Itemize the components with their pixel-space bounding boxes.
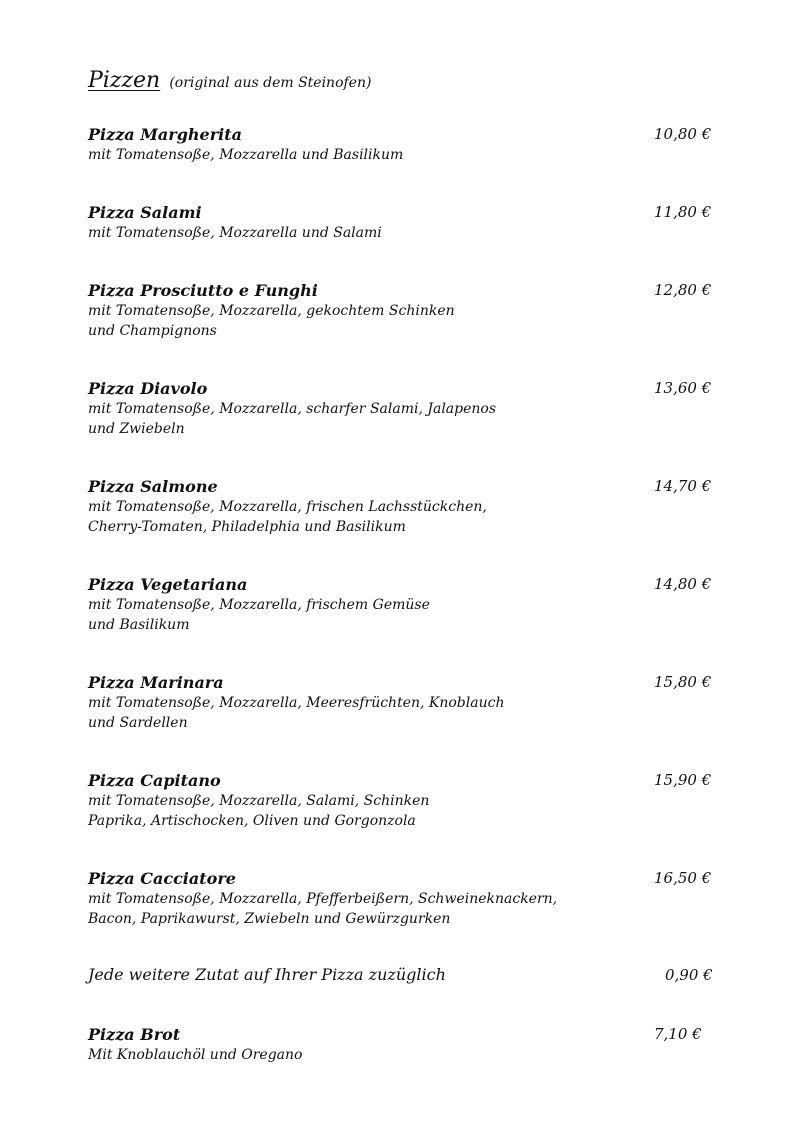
item-price: 10,80 € [654, 125, 712, 143]
item-description-line: mit Tomatensoße, Mozzarella, scharfer Salami, Jalapenos [88, 401, 497, 417]
extra-topping-price: 0,90 € [665, 966, 713, 984]
item-description-line: mit Tomatensoße, Mozzarella und Salami [88, 225, 382, 241]
item-name: Pizza Salmone [88, 477, 218, 496]
item-price: 7,10 € [654, 1025, 702, 1043]
section-subtitle: (original aus dem Steinofen) [169, 75, 372, 91]
item-price: 15,90 € [654, 771, 712, 789]
item-description-line: und Sardellen [88, 715, 188, 731]
menu-item [88, 868, 713, 929]
item-price: 12,80 € [654, 281, 712, 299]
item-description-line: Bacon, Paprikawurst, Zwiebeln und Gewürzgurken [88, 911, 451, 927]
menu-heading [88, 68, 371, 93]
menu-item [88, 202, 713, 243]
item-name: Pizza Marinara [88, 673, 224, 692]
item-description-line: mit Tomatensoße, Mozzarella und Basilikum [88, 147, 404, 163]
item-name: Pizza Vegetariana [88, 575, 248, 594]
menu-item [88, 124, 713, 165]
item-description-line: und Basilikum [88, 617, 190, 633]
item-price: 15,80 € [654, 673, 712, 691]
item-description-line: und Zwiebeln [88, 421, 185, 437]
item-name: Pizza Diavolo [88, 379, 208, 398]
item-description-line: Cherry-Tomaten, Philadelphia und Basilikum [88, 519, 406, 535]
item-price: 13,60 € [654, 379, 712, 397]
extra-topping-row [88, 964, 718, 986]
menu-item [88, 280, 713, 341]
item-name: Pizza Brot [88, 1025, 181, 1044]
menu-item [88, 672, 713, 733]
item-description-line: mit Tomatensoße, Mozzarella, gekochtem Schinken [88, 303, 455, 319]
item-name: Pizza Capitano [88, 771, 221, 790]
item-price: 14,70 € [654, 477, 712, 495]
item-description-line: mit Tomatensoße, Mozzarella, frischen Lachsstückchen, [88, 499, 487, 515]
menu-item-bread [88, 1024, 713, 1065]
item-price: 16,50 € [654, 869, 712, 887]
item-description-line: Paprika, Artischocken, Oliven und Gorgonzola [88, 813, 416, 829]
extra-topping-text: Jede weitere Zutat auf Ihrer Pizza zuzüglich [88, 965, 446, 984]
section-title: Pizzen [88, 68, 161, 93]
menu-item [88, 378, 713, 439]
menu-item [88, 574, 713, 635]
item-price: 11,80 € [654, 203, 712, 221]
item-description-line: mit Tomatensoße, Mozzarella, Pfefferbeißern, Schweineknackern, [88, 891, 558, 907]
item-name: Pizza Margherita [88, 125, 242, 144]
item-name: Pizza Cacciatore [88, 869, 236, 888]
menu-item [88, 770, 713, 831]
menu-item [88, 476, 713, 537]
item-price: 14,80 € [654, 575, 712, 593]
item-description-line: mit Tomatensoße, Mozzarella, Salami, Schinken [88, 793, 430, 809]
item-name: Pizza Prosciutto e Funghi [88, 281, 318, 300]
item-description-line: und Champignons [88, 323, 217, 339]
item-description-line: Mit Knoblauchöl und Oregano [88, 1047, 303, 1063]
item-name: Pizza Salami [88, 203, 202, 222]
item-description-line: mit Tomatensoße, Mozzarella, frischem Gemüse [88, 597, 430, 613]
item-description-line: mit Tomatensoße, Mozzarella, Meeresfrüchten, Knoblauch [88, 695, 505, 711]
